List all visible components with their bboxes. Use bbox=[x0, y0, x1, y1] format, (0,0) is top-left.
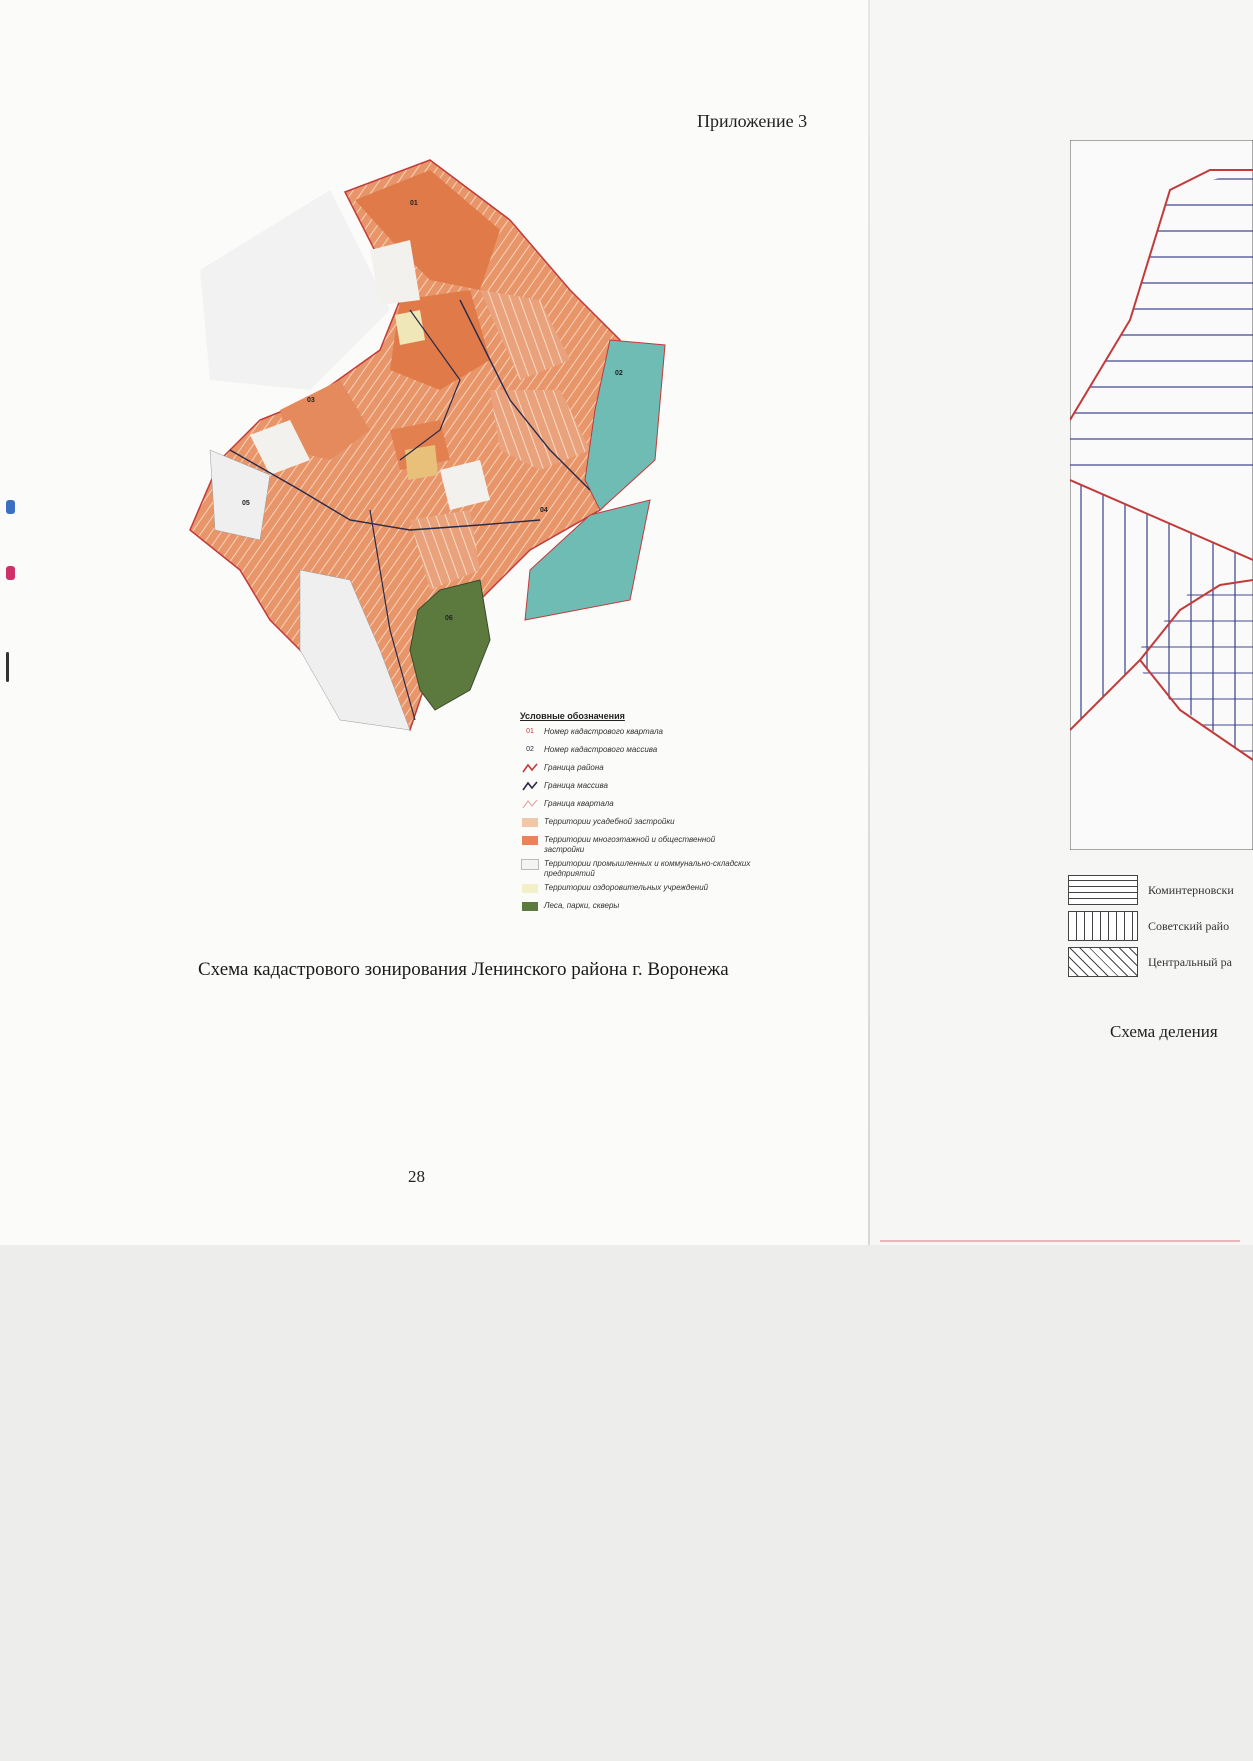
legend-item bbox=[520, 835, 752, 855]
legend-item bbox=[520, 817, 752, 831]
legend-item bbox=[520, 727, 752, 741]
diagonal-hatch-swatch bbox=[1068, 947, 1138, 977]
cream-swatch bbox=[522, 884, 538, 893]
binding-mark bbox=[6, 652, 9, 682]
map-label-02: 02 bbox=[615, 370, 623, 377]
legend-item bbox=[520, 901, 752, 915]
legend-item bbox=[520, 745, 752, 759]
legend-item bbox=[520, 781, 752, 795]
legend-label: Территории оздоровительных учреждений bbox=[544, 883, 709, 892]
legend-label: Граница района bbox=[544, 763, 604, 772]
pink-clip-mark bbox=[6, 566, 15, 580]
legend-label: Граница массива bbox=[544, 781, 608, 790]
pink-line-icon bbox=[520, 799, 540, 809]
white-swatch bbox=[521, 859, 539, 870]
appendix-label: Приложение 3 bbox=[697, 111, 808, 131]
vertical-hatch-swatch bbox=[1068, 911, 1138, 941]
map-legend bbox=[520, 711, 752, 919]
legend-label: Советский райо bbox=[1148, 918, 1230, 933]
red-line-icon bbox=[520, 763, 540, 773]
legend-label: Коминтерновски bbox=[1148, 882, 1234, 897]
legend-label: Территории усадебной застройки bbox=[544, 817, 675, 826]
legend-label: Центральный ра bbox=[1148, 954, 1232, 969]
book-fold bbox=[868, 0, 870, 1245]
map-label-04: 04 bbox=[540, 507, 548, 514]
scanner-background bbox=[0, 1245, 1253, 1761]
legend-item bbox=[520, 799, 752, 813]
figure-caption: Схема кадастрового зонирования Ленинского района г. Воронежа bbox=[198, 959, 729, 980]
map-label-01: 01 bbox=[410, 200, 418, 207]
legend-label: Территории многоэтажной и общественной застройки bbox=[544, 835, 716, 854]
legend-label: Граница квартала bbox=[544, 799, 614, 808]
legend-label: Территории промышленных и коммунально-складских предприятий bbox=[544, 859, 751, 878]
district-division-map bbox=[1070, 140, 1253, 850]
legend-item bbox=[1068, 911, 1234, 941]
legend-label: Номер кадастрового квартала bbox=[544, 727, 663, 736]
legend-key-array-number: 02 bbox=[526, 746, 534, 753]
map-label-03: 03 bbox=[307, 397, 315, 404]
legend-item bbox=[1068, 875, 1234, 905]
legend-item bbox=[520, 859, 752, 879]
legend-item bbox=[520, 763, 752, 777]
horizontal-hatch-swatch bbox=[1068, 875, 1138, 905]
legend-key-quarter-number: 01 bbox=[526, 728, 534, 735]
dark-line-icon bbox=[520, 781, 540, 791]
right-figure-caption: Схема деления bbox=[1110, 1022, 1218, 1041]
blue-clip-mark bbox=[6, 500, 15, 514]
right-legend bbox=[1068, 875, 1234, 983]
map-label-05: 05 bbox=[242, 500, 250, 507]
orange-swatch bbox=[522, 836, 538, 845]
page-edge bbox=[880, 1240, 1240, 1242]
green-swatch bbox=[522, 902, 538, 911]
peach-swatch bbox=[522, 818, 538, 827]
page-number: 28 bbox=[408, 1167, 425, 1186]
map-label-06: 06 bbox=[445, 615, 453, 622]
legend-item bbox=[1068, 947, 1234, 977]
legend-label: Леса, парки, скверы bbox=[544, 901, 620, 910]
legend-label: Номер кадастрового массива bbox=[544, 745, 658, 754]
legend-title: Условные обозначения bbox=[520, 711, 625, 721]
legend-item bbox=[520, 883, 752, 897]
